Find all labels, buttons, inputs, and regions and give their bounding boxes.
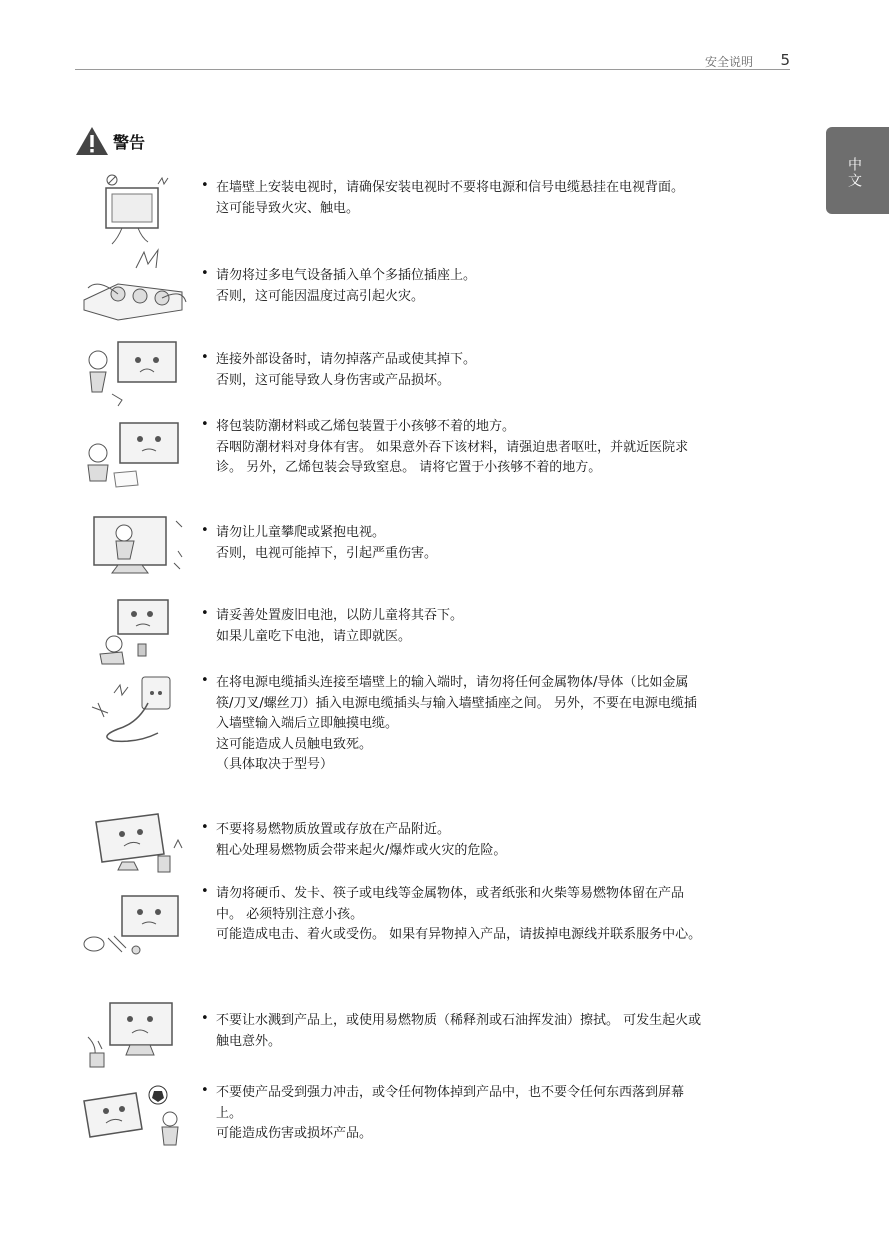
bullet: •	[201, 606, 209, 621]
header-divider	[75, 69, 790, 70]
battery-child-icon	[78, 594, 190, 666]
bullet: •	[201, 417, 209, 432]
bullet: •	[201, 673, 209, 688]
item-text: 将包装防潮材料或乙烯包装置于小孩够不着的地方。 吞咽防潮材料对身体有害。 如果意外吞下该材料，请强迫患者呕吐，并就近医院求 诊。 另外，乙烯包装会导致窒息。 请将它置于小孩够不着的地方。	[216, 419, 689, 475]
ball-impact-tv-icon	[78, 1083, 190, 1155]
language-tab[interactable]	[826, 127, 889, 214]
item-text: 在将电源电缆插头连接至墙壁上的输入端时，请勿将任何金属物体/导体（比如金属 筷/刀叉/螺丝刀）插入电源电缆插头与输入墙壁插座之间。 另外，不要在电源电缆插 入墙壁输入端后立即触摸电缆。 这可能造成人员触电致死。 （具体取决于型号）	[216, 675, 697, 772]
warning-triangle-icon	[75, 126, 109, 156]
item-text: 不要将易燃物质放置或存放在产品附近。 粗心处理易燃物质会带来起火/爆炸或火灾的危险。	[216, 822, 507, 858]
bullet: •	[201, 884, 209, 899]
child-packaging-icon	[78, 417, 190, 489]
item-text: 不要让水溅到产品上，或使用易燃物质（稀释剂或石油挥发油）擦拭。 可发生起火或 触电意外。	[216, 1013, 702, 1049]
item-text: 请勿让儿童攀爬或紧抱电视。 否则，电视可能掉下，引起严重伤害。	[216, 525, 438, 561]
page-number: 5	[780, 51, 790, 69]
item-text: 不要使产品受到强力冲击，或令任何物体掉到产品中，也不要令任何东西落到屏幕 上。 可能造成伤害或损坏产品。	[216, 1085, 685, 1141]
bullet: •	[201, 820, 209, 835]
item-text: 请勿将过多电气设备插入单个多插位插座上。 否则，这可能因温度过高引起火灾。	[216, 268, 477, 304]
warning-heading	[75, 126, 145, 156]
metal-object-socket-icon	[78, 673, 190, 745]
child-climbing-tv-icon	[78, 511, 190, 583]
language-tab-label: 中文	[846, 157, 862, 189]
warning-title: 警告	[113, 132, 146, 152]
metal-objects-in-tv-icon	[78, 892, 190, 964]
overloaded-power-strip-icon	[78, 248, 190, 328]
bullet: •	[201, 178, 209, 193]
tv-falling-child-icon	[78, 338, 190, 410]
bullet: •	[201, 266, 209, 281]
item-text: 请勿将硬币、发卡、筷子或电线等金属物体，或者纸张和火柴等易燃物体留在产品 中。 必须特别注意小孩。 可能造成电击、着火或受伤。 如果有异物掉入产品，请拔掉电源线并联系服务中心。	[216, 886, 702, 942]
header-section-title: 安全说明	[704, 55, 753, 69]
tv-wall-mount-cables-icon	[78, 174, 190, 246]
item-text: 请妥善处置废旧电池，以防儿童将其吞下。 如果儿童吃下电池，请立即就医。	[216, 608, 464, 644]
water-splash-tv-icon	[78, 997, 190, 1073]
flammable-near-tv-icon	[78, 808, 190, 880]
bullet: •	[201, 350, 209, 365]
bullet: •	[201, 1083, 209, 1098]
bullet: •	[201, 1011, 209, 1026]
item-text: 连接外部设备时，请勿掉落产品或使其掉下。 否则，这可能导致人身伤害或产品损坏。	[216, 352, 477, 388]
bullet: •	[201, 523, 209, 538]
item-text: 在墙壁上安装电视时，请确保安装电视时不要将电源和信号电缆悬挂在电视背面。 这可能导致火灾、触电。	[216, 180, 685, 216]
